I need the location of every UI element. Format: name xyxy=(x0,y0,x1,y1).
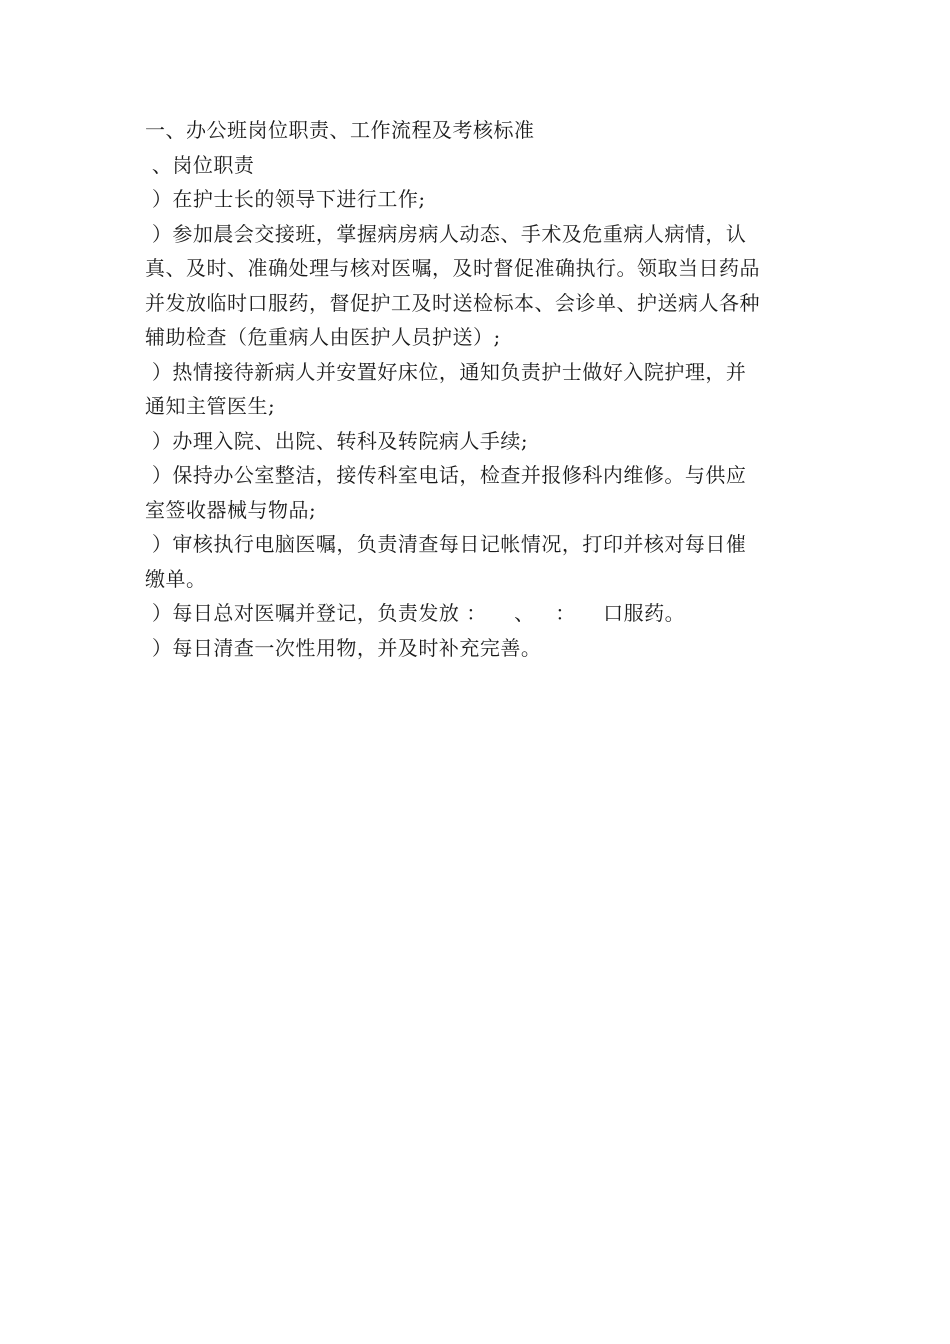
duty-item-line: ）在护士长的领导下进行工作; xyxy=(145,187,426,211)
duty-item-4 xyxy=(145,424,810,459)
duty-item-line: ）参加晨会交接班，掌握病房病人动态、手术及危重病人病情，认 xyxy=(145,221,747,246)
duty-item-line: 真、及时、准确处理与核对医嘱，及时督促准确执行。领取当日药品 xyxy=(145,256,760,280)
subsection-heading: 、岗位职责 xyxy=(145,152,255,177)
duty-item-8 xyxy=(145,631,810,666)
duty-item-2 xyxy=(145,217,810,355)
duty-item-line: ）保持办公室整洁，接传科室电话，检查并报修科内维修。与供应 xyxy=(145,463,747,487)
duty-item-line: 室签收器械与物品; xyxy=(145,497,317,522)
section-heading: 一、办公班岗位职责、工作流程及考核标准 xyxy=(145,118,535,142)
duty-item-line: 通知主管医生; xyxy=(145,394,276,418)
duty-item-5 xyxy=(145,458,810,527)
duty-item-line: 并发放临时口服药，督促护工及时送检标本、会诊单、护送病人各种 xyxy=(145,290,760,315)
duty-item-line: ）每日清查一次性用物，并及时补充完善。 xyxy=(145,635,542,660)
duty-item-line: ）热情接待新病人并安置好床位，通知负责护士做好入院护理，并 xyxy=(145,359,747,384)
duty-item-line: ）审核执行电脑医嘱，负责清查每日记帐情况，打印并核对每日催 xyxy=(145,532,747,556)
document-body xyxy=(145,113,810,665)
duty-item-line: 缴单。 xyxy=(145,566,207,591)
duty-item-6 xyxy=(145,527,810,596)
duty-item-3 xyxy=(145,355,810,424)
duty-item-line: 辅助检查（危重病人由医护人员护送）; xyxy=(145,325,501,349)
duty-item-line: ）每日总对医嘱并登记，负责发放 ： 、 ： 口服药。 xyxy=(145,601,686,625)
duty-item-1 xyxy=(145,182,810,217)
duty-item-line: ）办理入院、出院、转科及转院病人手续; xyxy=(145,428,529,453)
duty-item-7 xyxy=(145,596,810,631)
